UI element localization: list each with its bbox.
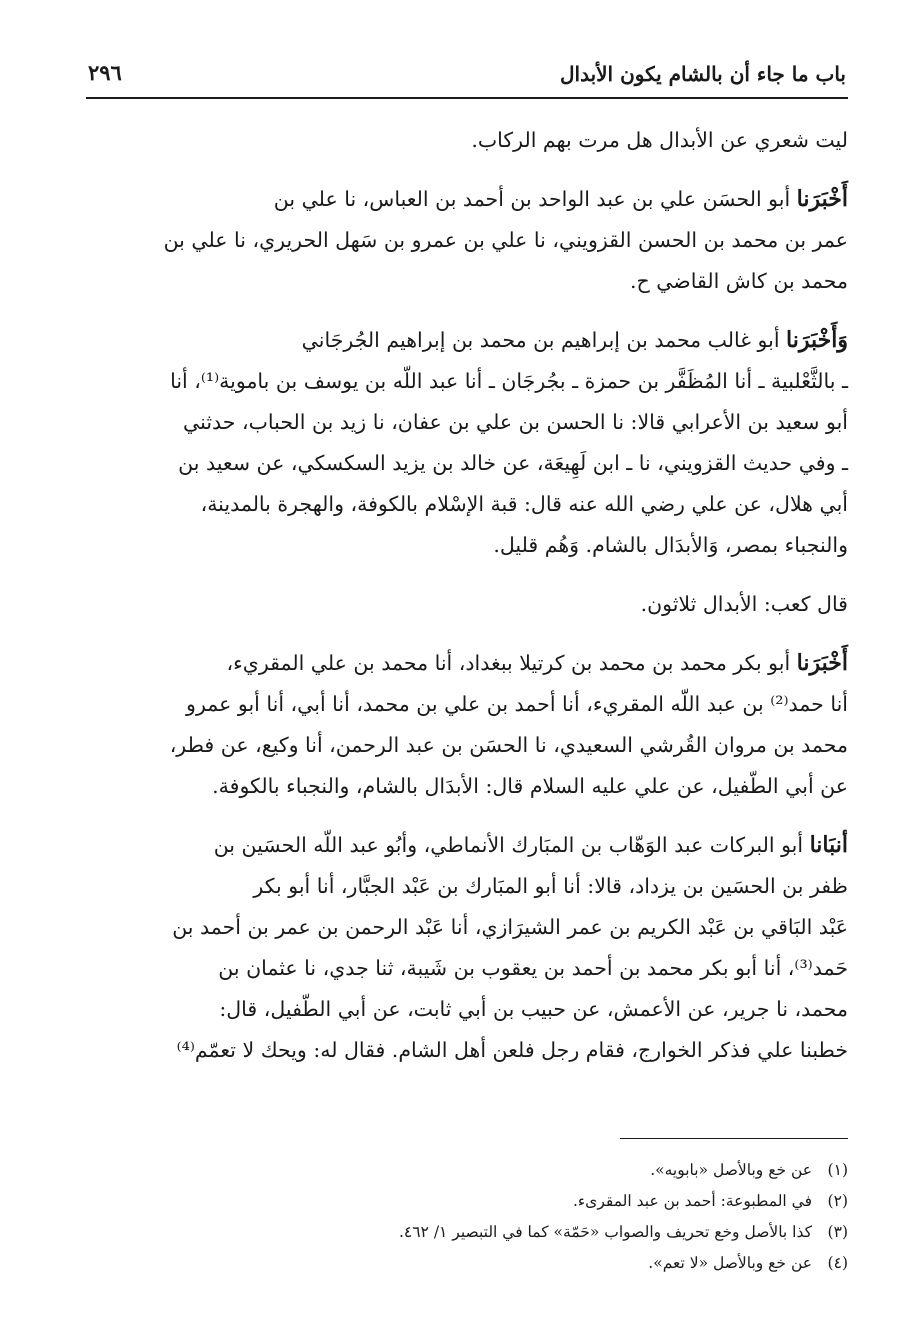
paragraph [94,825,848,1071]
footnote-number: (٣) [827,1223,848,1241]
footnote-number: (٤) [827,1254,848,1272]
paragraph [94,320,848,566]
paragraph-lead: أَخْبَرَنا [796,186,848,212]
paragraph-text: ليت شعري عن الأبدال هل مرت بهم الركاب. [471,128,848,152]
footnote [300,1155,848,1186]
footnote-text: عن خع وبالأصل «لا تعم». [648,1254,812,1272]
paragraph-text: أبو الحسَن علي بن عبد الواحد بن أحمد بن العباس، نا علي بن عمر بن محمد بن الحسن القزويني، نا علي بن عمرو بن سَهل الحريري، نا علي بن محمد بن كاش القاضي ح. [163,187,848,293]
footnote-text: كذا بالأصل وخع تحريف والصواب «حَمّة» كما في التبصير ١/ ٤٦٢. [398,1223,812,1241]
paragraph-lead: أَخْبَرَنا [796,650,848,676]
paragraph-lead: أنبَانا [809,832,848,858]
paragraph [94,120,848,161]
paragraph-text: قال كعب: الأبدال ثلاثون. [640,592,848,616]
paragraph [94,179,848,302]
footnote [300,1186,848,1217]
page-number: ٢٩٦ [88,60,122,85]
footnote [300,1248,848,1279]
paragraph [94,584,848,625]
main-text [94,120,848,1071]
paragraph-text: أبو بكر محمد بن محمد بن كرتيلا ببغداد، أنا محمد بن علي المقريء، أنا حمد⁽²⁾ بن عبد اللّه المقريء، أنا أحمد بن علي بن محمد، أنا أبي، أنا أبو عمرو محمد بن مروان القُرشي السعيدي، نا الحسَن بن عبد الرحمن، أنا وكيع، عن فطر، عن أبي الطّفيل، عن علي عليه السلام قال: الأبدَال بالشام، والنجباء بالكوفة. [169,651,848,798]
paragraph-text: أبو البركات عبد الوَهّاب بن المبَارك الأنماطي، وأبُو عبد اللّه الحسَين بن ظفر بن الحسَين بن يزداد، قالا: أنا أبو المبَارك بن عَبْد الجبَّار، أنا أبو بكر عَبْد البَاقي بن عَبْد الكريم بن عمر الشيرَازي، أنا عَبْد الرحمن بن عمر بن أحمد بن حَمد⁽³⁾، أنا أبو بكر محمد بن أحمد بن يعقوب بن شَيبة، ثنا جدي، نا عثمان بن محمد، نا جرير، عن الأعمش، عن حبيب بن أبي ثابت، عن أبي الطّفيل، قال: خطبنا علي فذكر الخوارج، فقام رجل فلعن أهل الشام. فقال له: ويحك لا تعمّم⁽⁴⁾ [172,833,848,1062]
footnotes [300,1155,848,1279]
paragraph-lead: وَأَخْبَرَنا [786,327,848,353]
footnote-text: عن خع وبالأصل «بابويه». [650,1161,812,1179]
page-header [88,56,848,96]
footnote-rule [620,1138,848,1139]
paragraph-text: أبو غالب محمد بن إبراهيم بن محمد بن إبراهيم الجُرجَاني ـ بالثَّعْلبية ـ أنا المُظَفَّر بن حمزة ـ بجُرجَان ـ أنا عبد اللّه بن يوسف بن باموية⁽¹⁾، أنا أبو سعيد بن الأعرابي قالا: نا الحسن بن علي بن عفان، نا زيد بن الحباب، حدثني ـ وفي حديث القزويني، نا ـ ابن لَهِيعَة، عن خالد بن يزيد السكسكي، عن سعيد بن أبي هلال، عن علي رضي الله عنه قال: قبة الإسْلام بالكوفة، والهجرة بالمدينة، والنجباء بمصر، وَالأبدَال بالشام. وَهُم قليل. [170,328,848,557]
running-title: باب ما جاء أن بالشام يكون الأبدال [560,62,846,86]
footnote [300,1217,848,1248]
footnote-text: في المطبوعة: أحمد بن عبد المقرىء. [572,1192,812,1210]
footnote-number: (٢) [827,1192,848,1210]
footnote-number: (١) [827,1161,848,1179]
paragraph [94,643,848,807]
header-rule [86,97,848,99]
